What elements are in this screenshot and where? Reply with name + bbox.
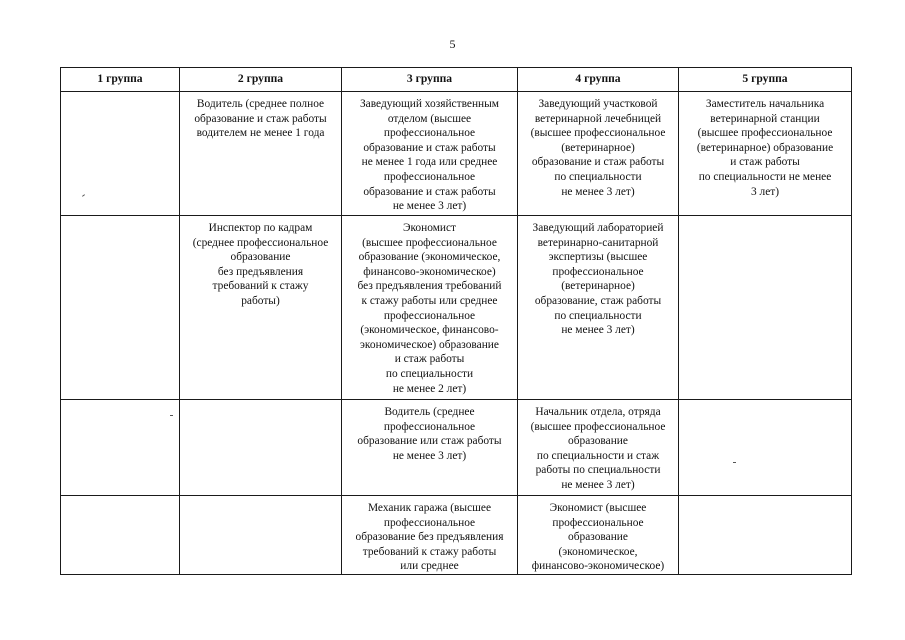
table-row (61, 92, 852, 216)
table-cell (61, 92, 180, 216)
cell-text: Водитель (среднее профессиональное образование или стаж работы не менее 3 лет) (357, 406, 502, 462)
cell-text (679, 400, 851, 405)
table-cell (679, 216, 852, 400)
page-number: 5 (449, 37, 456, 51)
cell-text (61, 400, 179, 405)
table-cell (61, 496, 180, 575)
cell-text (679, 496, 851, 501)
cell-text: Заведующий лабораторией ветеринарно-санитарной экспертизы (высшее профессиональное (ветеринарное) образование, стаж работы по специальности не менее 3 лет) (532, 222, 664, 337)
header-group-4: 4 группа (518, 68, 679, 92)
table-cell (180, 92, 342, 216)
table-cell (518, 400, 679, 496)
header-group-5: 5 группа (679, 68, 852, 92)
table-cell (679, 92, 852, 216)
cell-text (61, 216, 179, 221)
table-cell (518, 496, 679, 575)
cell-text: Экономист (высшее профессиональное образование (экономическое, финансово-экономическое) (531, 502, 665, 573)
table-row (61, 496, 852, 575)
table-row (61, 400, 852, 496)
table-cell (342, 216, 518, 400)
cell-text: Водитель (среднее полное образование и стаж работы водителем не менее 1 года (194, 98, 327, 140)
table-cell (679, 496, 852, 575)
cell-text (180, 496, 341, 501)
table-cell (180, 216, 342, 400)
scan-speck (733, 462, 736, 463)
header-group-1: 1 группа (61, 68, 180, 92)
table-cell (679, 400, 852, 496)
scan-speck (170, 415, 173, 416)
cell-text (679, 216, 851, 221)
header-group-3: 3 группа (342, 68, 518, 92)
table-row (61, 216, 852, 400)
table-header-row (61, 68, 852, 92)
table-cell (518, 216, 679, 400)
cell-text: Инспектор по кадрам (среднее профессиональное образование без предъявления требований к стажу работы) (192, 222, 329, 307)
table-cell (518, 92, 679, 216)
table-cell (61, 216, 180, 400)
cell-text: Заведующий хозяйственным отделом (высшее профессиональное образование и стаж работы не менее 1 года или среднее профессиональное образование и стаж работы не менее 3 лет) (359, 98, 500, 213)
staff-groups-table (60, 67, 852, 575)
cell-text: Начальник отдела, отряда (высшее профессиональное образование по специальности и стаж работы по специальности не менее 3 лет) (530, 406, 666, 491)
header-group-2: 2 группа (180, 68, 342, 92)
cell-text (61, 92, 179, 97)
cell-text (180, 400, 341, 405)
cell-text: Заведующий участковой ветеринарной лечебницей (высшее профессиональное (ветеринарное) образование и стаж работы по специальности не менее 3 лет) (530, 98, 666, 198)
table-cell (180, 496, 342, 575)
cell-text: Экономист (высшее профессиональное образование (экономическое, финансово-экономическое) без предъявления требований к стажу работы или среднее профессиональное (экономическое, финансово- экономическое) образование и стаж работы по специальности не менее 2 лет) (357, 222, 502, 395)
table-cell (342, 496, 518, 575)
table-cell (342, 400, 518, 496)
cell-text: Заместитель начальника ветеринарной станции (высшее профессиональное (ветеринарное) образование и стаж работы по специальности не менее 3 лет) (696, 98, 834, 198)
cell-text (61, 496, 179, 501)
cell-text: Механик гаража (высшее профессиональное образование без предъявления требований к стажу работы или среднее (355, 502, 504, 573)
table-cell (342, 92, 518, 216)
table-cell (180, 400, 342, 496)
table-cell (61, 400, 180, 496)
